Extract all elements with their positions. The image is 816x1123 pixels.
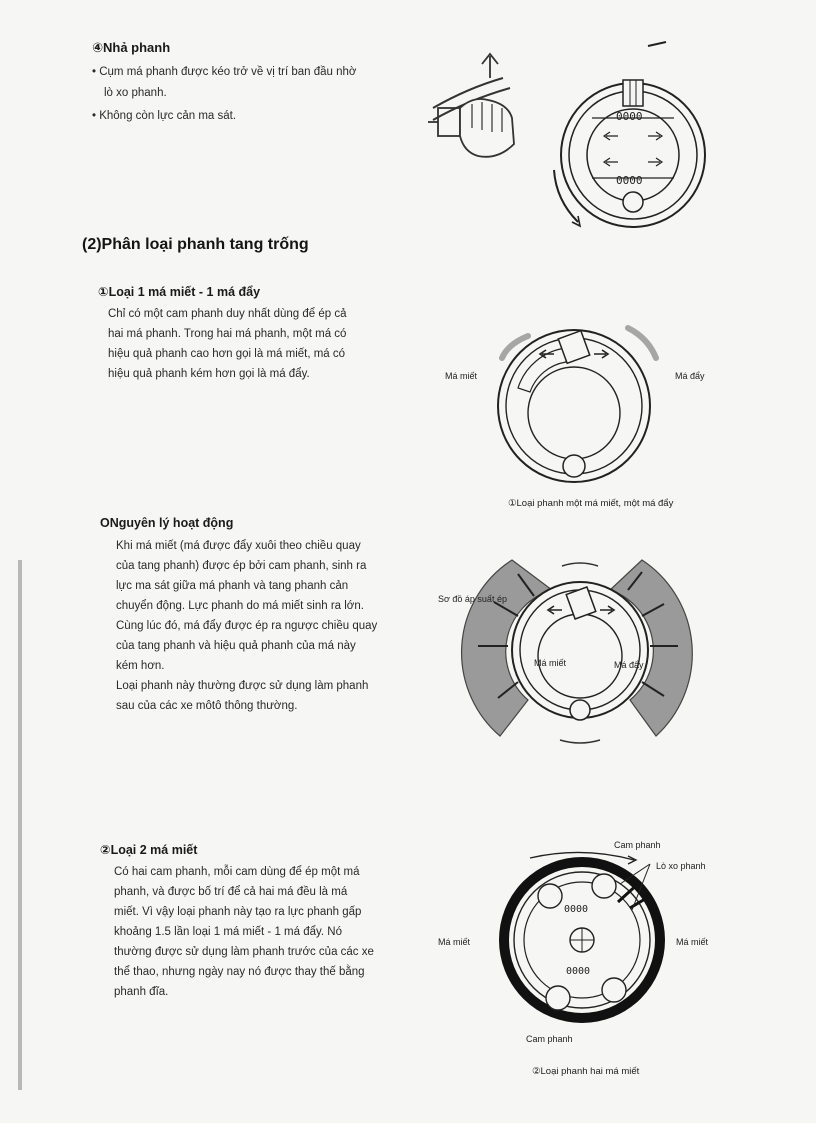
principle-line-5: Cùng lúc đó, má đẩy được ép ra ngược chiều quay <box>116 620 378 632</box>
type1-caption: ①Loại phanh một má miết, một má đẩy <box>508 498 674 509</box>
type2-paragraph <box>114 862 374 1002</box>
release-bullet-2: • Không còn lực cản ma sát. <box>92 110 237 122</box>
svg-text:0000: 0000 <box>566 966 591 977</box>
type2-heading: ②Loại 2 má miết <box>100 843 198 857</box>
type1-heading: ①Loại 1 má miết - 1 má đẩy <box>98 285 261 299</box>
type1-drum-diagram <box>488 318 678 498</box>
release-bullet-1: • Cụm má phanh được kéo trở về vị trí ban đầu nhờ <box>92 66 357 78</box>
type1-label-trailing-shoe: Má đẩy <box>675 371 705 381</box>
svg-text:0000: 0000 <box>564 904 589 915</box>
type2-label-bottom-cam: Cam phanh <box>526 1034 573 1044</box>
type2-label-left-shoe: Má miết <box>438 937 471 947</box>
release-heading: ④Nhả phanh <box>92 40 171 55</box>
type1-line-2: hai má phanh. Trong hai má phanh, một má có <box>108 328 347 340</box>
principle-label-leading-shoe: Má miết <box>534 658 567 668</box>
pressure-diagram-label: Sơ đồ áp suất ép <box>438 594 507 604</box>
principle-line-4: chuyển động. Lực phanh do má miết sinh ra lớn. <box>116 600 364 612</box>
type2-label-top-cam: Cam phanh <box>614 840 661 850</box>
hand-lever-illustration <box>428 48 538 168</box>
type2-line-1: Có hai cam phanh, mỗi cam dùng để ép một má <box>114 866 360 878</box>
type1-label-leading-shoe: Má miết <box>445 371 478 381</box>
type2-line-6: thể thao, nhưng ngày nay nó được thay thế bằng <box>114 966 365 978</box>
principle-line-3: lực ma sát giữa má phanh và tang phanh cản <box>116 580 349 592</box>
type1-line-3: hiệu quả phanh cao hơn gọi là má miết, má có <box>108 348 346 360</box>
type2-line-5: thường được sử dụng làm phanh trước của các xe <box>114 946 374 958</box>
principle-line-2: của tang phanh) được ép bởi cam phanh, sinh ra <box>116 560 367 572</box>
svg-text:0000: 0000 <box>616 110 643 123</box>
type1-paragraph <box>108 304 346 384</box>
page-margin-rule <box>18 560 22 1090</box>
principle-paragraph <box>116 536 377 716</box>
release-bullet-1-cont: lò xo phanh. <box>104 87 167 99</box>
svg-text:0000: 0000 <box>616 174 643 187</box>
type2-line-2: phanh, và được bố trí để cả hai má đều là má <box>114 886 348 898</box>
type1-line-4: hiệu quả phanh kém hơn gọi là má đẩy. <box>108 368 310 380</box>
principle-line-9: sau của các xe môtô thông thường. <box>116 700 298 712</box>
type2-line-4: khoảng 1.5 lần loại 1 má miết - 1 má đẩy. Nó <box>114 926 342 938</box>
principle-line-8: Loại phanh này thường được sử dụng làm phanh <box>116 680 369 692</box>
principle-label-trailing-shoe: Má đẩy <box>614 660 644 670</box>
released-drum-illustration <box>548 40 708 240</box>
principle-line-7: kém hơn. <box>116 660 165 672</box>
principle-heading: ONguyên lý hoạt động <box>100 516 234 530</box>
type2-label-right-shoe: Má miết <box>676 937 709 947</box>
type2-line-7: phanh đĩa. <box>114 986 169 998</box>
principle-line-1: Khi má miết (má được đẩy xuôi theo chiều quay <box>116 540 361 552</box>
classification-title: (2)Phân loại phanh tang trống <box>82 236 309 253</box>
type1-line-1: Chỉ có một cam phanh duy nhất dùng để ép cả <box>108 308 347 320</box>
type2-caption: ②Loại phanh hai má miết <box>532 1066 640 1077</box>
principle-line-6: của tang phanh và hiệu quả phanh của má này <box>116 640 356 652</box>
type2-line-3: miết. Vì vậy loại phanh này tạo ra lực phanh gấp <box>114 906 362 918</box>
pressure-diagram <box>442 550 722 750</box>
type2-label-spring: Lò xo phanh <box>656 861 706 871</box>
type2-drum-diagram <box>500 850 680 1030</box>
